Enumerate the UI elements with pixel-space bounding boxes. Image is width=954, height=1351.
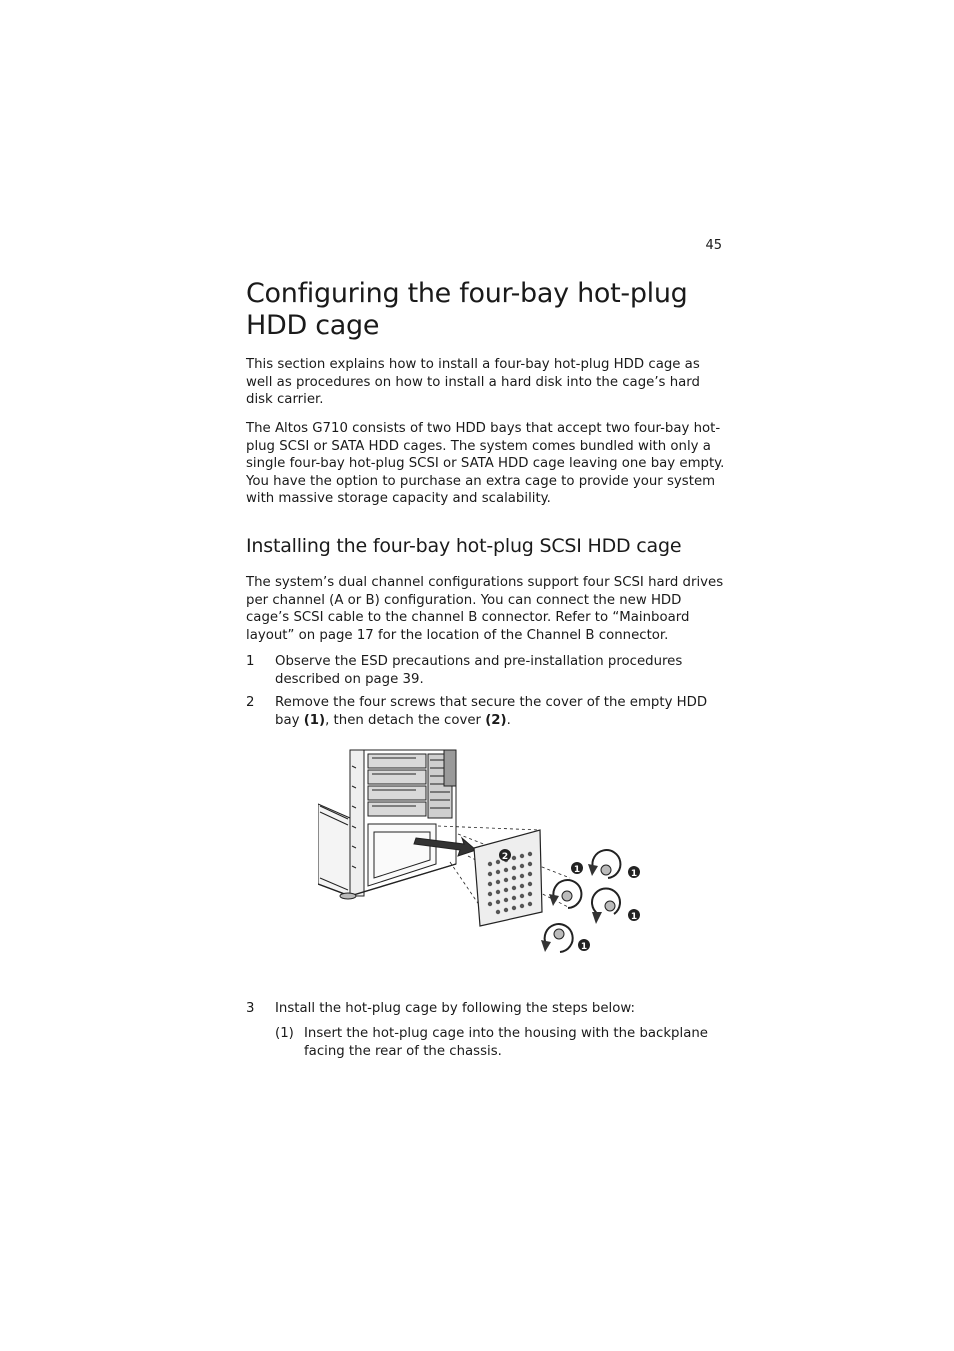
svg-text:1: 1	[580, 942, 588, 952]
hdd-cover-removal-illustration	[318, 746, 648, 958]
callout-screw	[571, 862, 583, 875]
step-text-part: , then detach the cover	[325, 712, 486, 728]
callout-screw	[628, 866, 640, 879]
step-text-part: Remove the four screws that secure the cover of the empty HDD bay	[275, 695, 708, 728]
callout-screw	[628, 909, 640, 922]
section-paragraph: The system’s dual channel configurations support four SCSI hard drives per channel (A or B) configuration. You can connect the new HDD cage’s SCSI cable to the channel B connector. Refer to “Mainboard layout” on page 17 for the location of the Channel B connector.	[246, 575, 724, 643]
intro-paragraph-1: This section explains how to install a four-bay hot-plug HDD cage as well as procedures on how to install a hard disk into the cage’s hard disk carrier.	[246, 357, 700, 408]
section-heading: Installing the four-bay hot-plug SCSI HDD cage	[246, 535, 682, 557]
page-number: 45	[705, 238, 722, 253]
svg-text:1: 1	[630, 912, 638, 922]
step-callout-2: (2)	[485, 712, 507, 728]
substep-number: (1)	[275, 1026, 294, 1041]
page-title	[246, 278, 688, 342]
callout-screw	[578, 939, 590, 952]
step-text	[275, 694, 725, 729]
step-text: Observe the ESD precautions and pre-installation procedures described on page 39.	[275, 654, 683, 687]
step-number: 3	[246, 1001, 255, 1016]
svg-text:2: 2	[501, 852, 509, 862]
step-text: Install the hot-plug cage by following the steps below:	[275, 1001, 635, 1016]
svg-text:1: 1	[573, 865, 581, 875]
step-text-part: .	[506, 712, 511, 728]
step-number: 1	[246, 654, 255, 669]
title-line-2: HDD cage	[246, 310, 380, 341]
svg-text:1: 1	[630, 869, 638, 879]
title-line-1: Configuring the four-bay hot-plug	[246, 278, 688, 309]
substep-text: Insert the hot-plug cage into the housing with the backplane facing the rear of the chassis.	[304, 1026, 708, 1059]
step-callout-1: (1)	[303, 712, 326, 728]
intro-paragraph-2: The Altos G710 consists of two HDD bays that accept two four-bay hot-plug SCSI or SATA HDD cages. The system comes bundled with only a single four-bay hot-plug SCSI or SATA HDD cage leaving one bay empty. You have the option to purchase an extra cage to provide your system with massive storage capacity and scalability.	[246, 421, 725, 507]
step-number: 2	[246, 695, 255, 710]
